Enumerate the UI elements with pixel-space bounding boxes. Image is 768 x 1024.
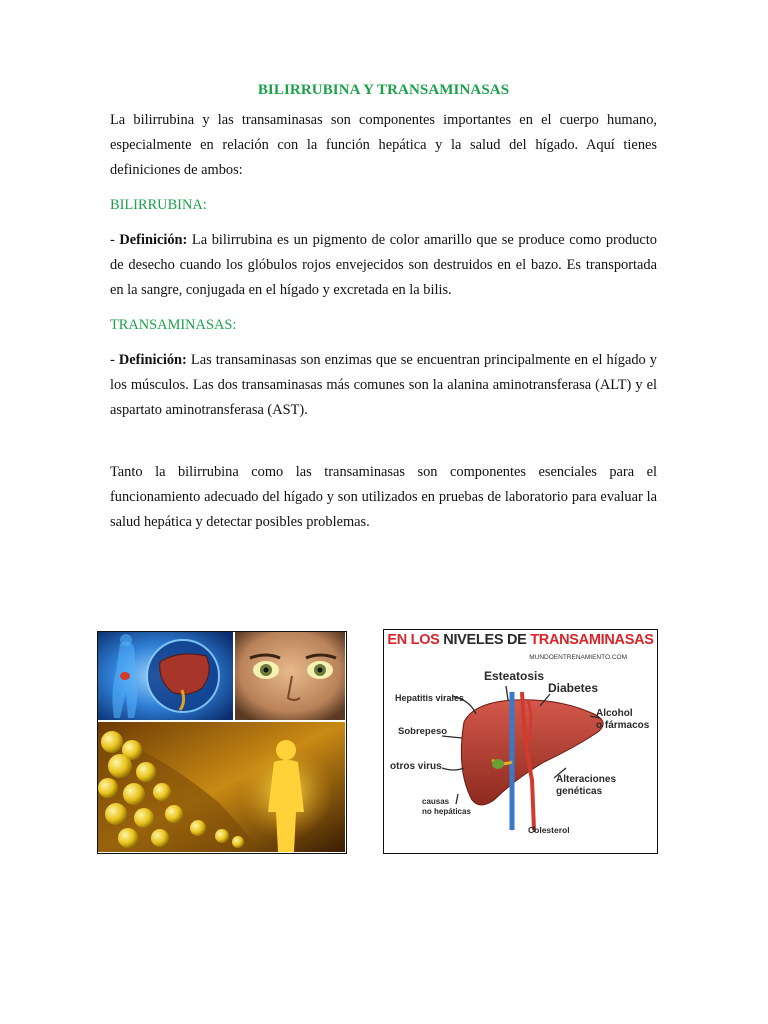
label-alteraciones: Alteraciones genéticas — [556, 774, 617, 797]
definition-term: Definición: — [119, 232, 188, 248]
label-causas: causas no hepáticas — [422, 797, 471, 816]
liver-illustration — [384, 630, 656, 852]
label-sobrepeso: Sobrepeso — [398, 726, 448, 737]
conclusion-paragraph: Tanto la bilirrubina como las transaminasas son componentes esenciales para el funcionamiento adecuado del hígado y son utilizados en pruebas de laboratorio para evaluar la salud hepática y detectar posibles problemas. — [110, 464, 657, 530]
collage-illustration — [98, 632, 345, 852]
label-alcohol: Alcohol o fármacos — [596, 708, 650, 731]
transaminasas-definition: - Definición: Las transaminasas son enzimas que se encuentran principalmente en el hígado y los músculos. Las dos transaminasas más comunes son la alanina aminotransferasa (ALT) y el aspartato aminotransferasa (AST). — [110, 352, 658, 418]
intro-paragraph: La bilirrubina y las transaminasas son componentes importantes en el cuerpo humano, especialmente en relación con la función hepática y la salud del hígado. Aquí tienes definiciones de ambos: — [110, 112, 657, 178]
label-hepatitis: Hepatitis virales — [395, 693, 465, 703]
infographic-title: EN LOS NIVELES DE TRANSAMINASAS — [387, 632, 654, 648]
bilirrubina-definition: - Definición: La bilirrubina es un pigmento de color amarillo que se produce como producto de desecho cuando los glóbulos rojos envejecidos son destruidos en el bazo. Es transportada en la sangre, conjugada en el hígado y excretada en la bilis. — [110, 232, 657, 298]
section-heading-transaminasas: TRANSAMINASAS: — [110, 317, 237, 333]
document-title: BILIRRUBINA Y TRANSAMINASAS — [257, 82, 510, 98]
document-body — [110, 82, 657, 535]
bilirubin-collage-image — [97, 631, 347, 854]
label-colesterol: Colesterol — [528, 825, 570, 835]
label-esteatosis: Esteatosis — [484, 669, 545, 683]
section-heading-bilirrubina: BILIRRUBINA: — [110, 197, 207, 213]
label-otros-virus: otros virus — [390, 761, 442, 772]
transaminases-infographic — [383, 629, 658, 854]
label-diabetes: Diabetes — [548, 681, 599, 695]
definition-term: Definición: — [118, 352, 187, 368]
infographic-site: MUNDOENTRENAMIENTO.COM — [529, 654, 627, 661]
